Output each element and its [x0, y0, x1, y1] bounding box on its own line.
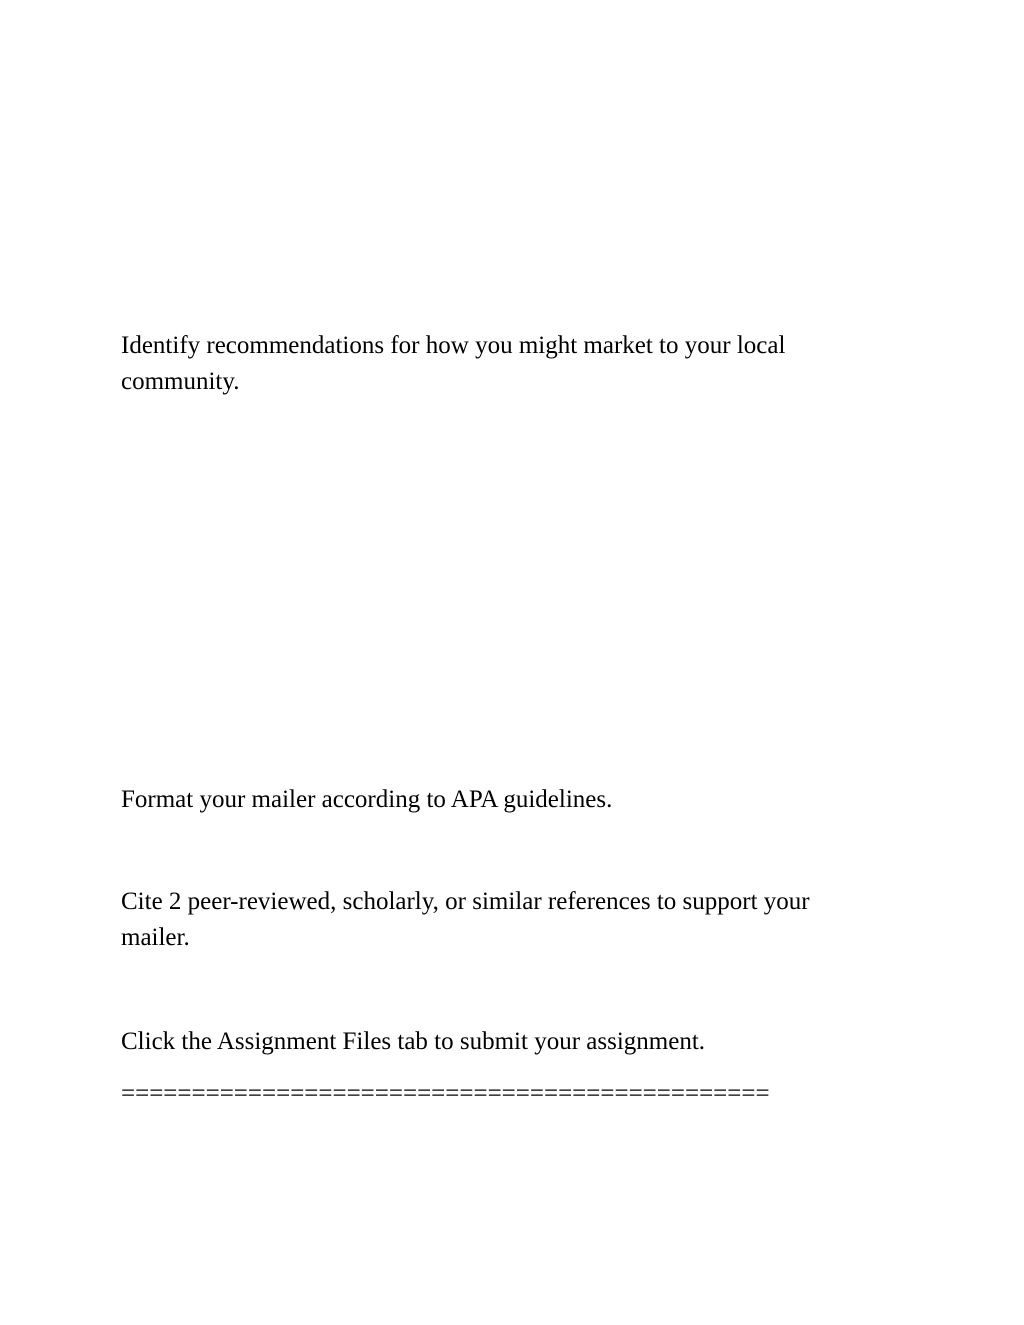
separator-line: ============================================== [121, 1080, 770, 1107]
paragraph-marketing-recommendations: Identify recommendations for how you might market to your local community. [121, 332, 786, 395]
paragraph-apa-format: Format your mailer according to APA guidelines. [121, 786, 613, 813]
paragraph-submit-instructions: Click the Assignment Files tab to submit your assignment. [121, 1028, 706, 1055]
paragraph-cite-references: Cite 2 peer-reviewed, scholarly, or similar references to support your mailer. [121, 888, 810, 951]
